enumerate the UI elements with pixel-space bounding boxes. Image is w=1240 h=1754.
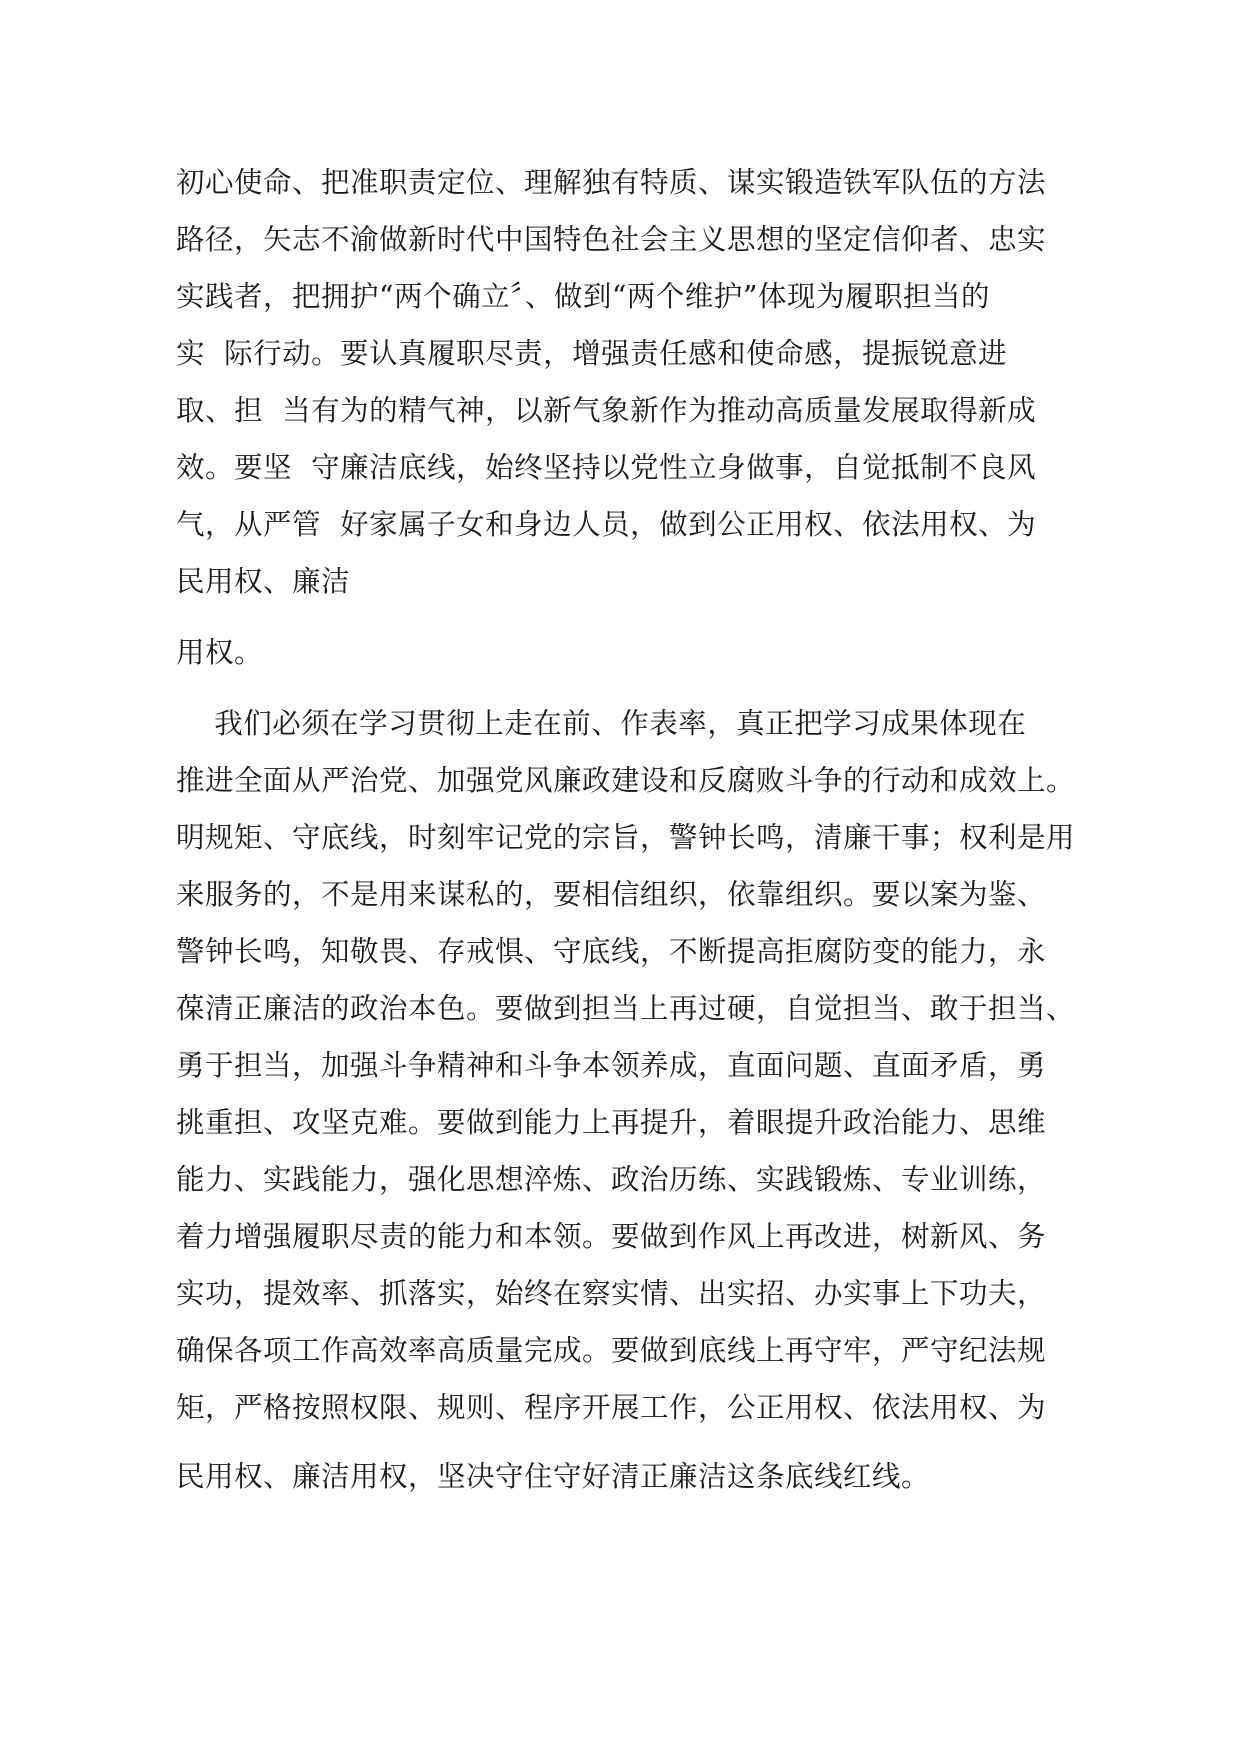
text-line: 挑重担、攻坚克难。要做到能力上再提升，着眼提升政治能力、思维 xyxy=(176,1106,1047,1139)
text-line: 路径，矢志不渝做新时代中国特色社会主义思想的坚定信仰者、忠实 xyxy=(176,223,1047,256)
text-line: 气，从严管 好家属子女和身边人员，做到公正用权、依法用权、为 xyxy=(176,508,1037,541)
text-line: 用权。 xyxy=(176,636,264,669)
text-line: 矩，严格按照权限、规则、程序开展工作，公正用权、依法用权、为 xyxy=(176,1391,1047,1424)
text-line: 警钟长鸣，知敬畏、存戒惧、守底线，不断提高拒腐防变的能力，永 xyxy=(176,935,1047,968)
text-line: 确保各项工作高效率高质量完成。要做到底线上再守牢，严守纪法规 xyxy=(176,1334,1047,1367)
text-line: 实功，提效率、抓落实，始终在察实情、出实招、办实事上下功夫， xyxy=(176,1277,1047,1310)
text-line: 推进全面从严治党、加强党风廉政建设和反腐败斗争的行动和成效上。 xyxy=(176,764,1076,797)
text-line: 实 际行动。要认真履职尽责，增强责任感和使命感，提振锐意进 xyxy=(176,337,1008,370)
text-line: 能力、实践能力，强化思想淬炼、政治历练、实践锻炼、专业训练， xyxy=(176,1163,1047,1196)
text-line: 勇于担当，加强斗争精神和斗争本领养成，直面问题、直面矛盾，勇 xyxy=(176,1049,1047,1082)
text-line: 取、担 当有为的精气神，以新气象新作为推动高质量发展取得新成 xyxy=(176,394,1037,427)
text-line: 实践者，把拥护“两个确立〞、做到“两个维护”体现为履职担当的 xyxy=(176,280,990,313)
text-line: 初心使命、把准职责定位、理解独有特质、谋实锻造铁军队伍的方法 xyxy=(176,166,1047,199)
text-line: 民用权、廉洁 xyxy=(176,565,351,598)
text-line: 来服务的，不是用来谋私的，要相信组织，依靠组织。要以案为鉴、 xyxy=(176,878,1047,911)
text-line: 效。要坚 守廉洁底线，始终坚持以党性立身做事，自觉抵制不良风 xyxy=(176,451,1037,484)
text-line: 葆清正廉洁的政治本色。要做到担当上再过硬，自觉担当、敢于担当、 xyxy=(176,992,1076,1025)
text-line: 明规矩、守底线，时刻牢记党的宗旨，警钟长鸣，清廉干事；权利是用 xyxy=(176,821,1076,854)
text-line: 民用权、廉洁用权，坚决守住守好清正廉洁这条底线红线。 xyxy=(176,1460,931,1493)
text-line: 着力增强履职尽责的能力和本领。要做到作风上再改进，树新风、务 xyxy=(176,1220,1047,1253)
paragraph-start: 我们必须在学习贯彻上走在前、作表率，真正把学习成果体现在 xyxy=(176,707,1027,740)
